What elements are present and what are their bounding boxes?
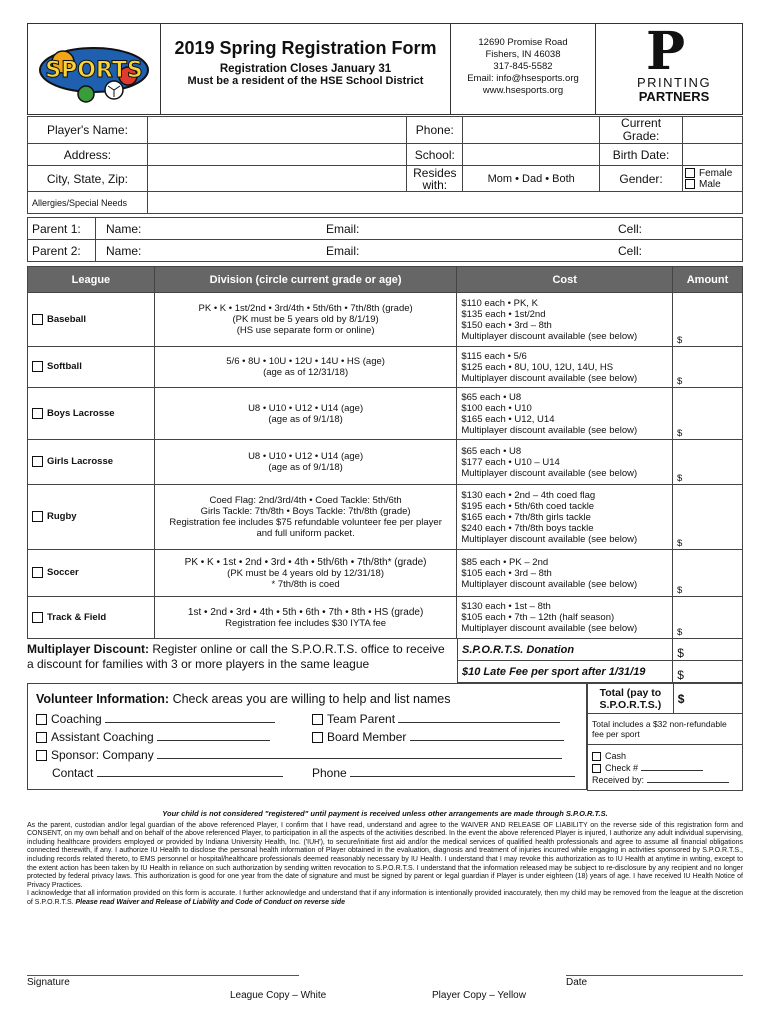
male-checkbox[interactable] [685, 179, 695, 189]
league-name: Track & Field [47, 612, 107, 623]
dollar-sign: $ [677, 473, 683, 484]
cost-line: $125 each • 8U, 10U, 12U, 14U, HS [461, 361, 614, 373]
cost-line: Multiplayer discount available (see below) [461, 467, 638, 479]
phone-label: Phone: [407, 117, 463, 144]
birth-date-label: Birth Date: [600, 144, 683, 166]
cost-cell [457, 347, 673, 388]
division-cell [154, 597, 457, 639]
division-line: Girls Tackle: 7th/8th • Boys Tackle: 7th/8th (grade) [200, 506, 411, 517]
cost-line: $150 each • 3rd – 8th [461, 319, 552, 331]
website: www.hsesports.org [482, 85, 564, 96]
division-line: PK • K • 1st • 2nd • 3rd • 4th • 5th/6th • 7th/8th* (grade) [184, 556, 427, 568]
checkbox[interactable] [36, 750, 47, 761]
table-row [28, 485, 743, 550]
dollar-sign: $ [677, 428, 683, 439]
check-option[interactable] [592, 762, 738, 774]
gender-female[interactable] [685, 168, 740, 179]
parent2-name-label: Name: [106, 244, 142, 258]
sports-logo-icon [28, 24, 160, 114]
cost-line: Multiplayer discount available (see below) [461, 623, 638, 634]
division-cell [154, 485, 457, 550]
late-fee-amount[interactable] [673, 661, 743, 683]
dollar-sign: $ [677, 668, 684, 682]
parent1-label: Parent 1: [28, 218, 96, 240]
city-state: Fishers, IN 46038 [485, 49, 561, 60]
table-row [28, 597, 743, 639]
parents-table [27, 217, 743, 262]
registration-note: Your child is not considered "registered" until payment is received unless other arrangements are made through S.P.O.R.T.S. [162, 809, 608, 818]
cash-label: Cash [605, 750, 627, 761]
address-label: Address: [28, 144, 148, 166]
form-title: 2019 Spring Registration Form [174, 38, 437, 58]
contact-label: Contact [52, 766, 94, 780]
contact-line[interactable] [97, 776, 283, 777]
form-header [27, 23, 743, 115]
cost-line: $165 each • 7th/8th girls tackle [461, 511, 591, 523]
board-label: Board Member [327, 730, 407, 744]
division-line: (PK must be 5 years old by 8/1/19) [232, 314, 379, 325]
cost-cell [457, 440, 673, 485]
table-row [28, 347, 743, 388]
volunteer-instructions: Check areas you are willing to help and list names [169, 692, 451, 706]
cost-line: $195 each • 5th/6th coed tackle [461, 500, 595, 512]
league-name: Rugby [47, 511, 77, 523]
cost-line: $100 each • U10 [461, 402, 532, 414]
received-by[interactable] [592, 774, 738, 786]
league-copy: League Copy – White [230, 990, 327, 1001]
total-table [587, 683, 743, 791]
checkbox[interactable] [32, 456, 43, 467]
team-parent-line[interactable] [398, 722, 560, 723]
dollar-sign: $ [677, 691, 685, 706]
current-grade-label: Current Grade: [600, 117, 683, 144]
table-row [28, 388, 743, 440]
checkbox[interactable] [312, 714, 323, 725]
league-name: Baseball [47, 314, 87, 325]
form-title-block [161, 24, 451, 114]
league-track-field[interactable] [28, 597, 155, 639]
division-line: (PK must be 4 years old by 12/31/18) [227, 567, 385, 579]
checkbox[interactable] [36, 714, 47, 725]
checkbox[interactable] [36, 732, 47, 743]
division-cell [154, 293, 457, 347]
league-name: Softball [47, 361, 82, 373]
residency-note: Must be a resident of the HSE School District [187, 75, 424, 87]
partner-letter: P [646, 21, 686, 82]
total-label: Total (pay to S.P.O.R.T.S.) [588, 684, 674, 714]
division-line: (age as of 12/31/18) [263, 367, 349, 378]
parent1-name-label: Name: [106, 222, 142, 236]
amount-field[interactable] [673, 388, 743, 440]
table-row [28, 550, 743, 597]
date-label: Date [566, 977, 588, 988]
players-name-label: Player's Name: [28, 117, 148, 144]
allergies-label: Allergies/Special Needs [28, 192, 148, 214]
division-cell [154, 550, 457, 597]
volunteer-sponsor[interactable] [36, 748, 562, 762]
registration-table [27, 266, 743, 639]
payment-method [588, 745, 743, 791]
division-line: PK • K • 1st/2nd • 3rd/4th • 5th/6th • 7th/8th (grade) [198, 303, 413, 314]
city-field[interactable] [147, 166, 406, 192]
team-parent-label: Team Parent [327, 712, 396, 726]
cost-line: Multiplayer discount available (see below) [461, 424, 638, 436]
signature-label: Signature [27, 977, 70, 988]
contact-address [451, 24, 596, 114]
cost-line: $165 each • U12, U14 [461, 413, 555, 425]
total-note: Total includes a $32 non-refundable fee per sport [588, 714, 743, 745]
svg-text:SPORTS: SPORTS [45, 58, 143, 83]
checkbox[interactable] [312, 732, 323, 743]
sports-logo [28, 24, 161, 114]
cost-line: $110 each • PK, K [461, 297, 538, 309]
division-cell [154, 347, 457, 388]
allergies-field[interactable] [147, 192, 742, 214]
league-baseball[interactable] [28, 293, 155, 347]
check-number-line[interactable] [641, 770, 703, 771]
volunteer-team-parent[interactable] [312, 712, 560, 726]
division-line: * 7th/8th is coed [271, 578, 340, 590]
received-line[interactable] [647, 782, 729, 783]
checkbox[interactable] [32, 314, 43, 325]
amount-field[interactable] [673, 347, 743, 388]
phone-line[interactable] [350, 776, 575, 777]
player-info-table [27, 116, 743, 214]
sponsor-label: Sponsor: Company [51, 748, 154, 762]
cost-line: Multiplayer discount available (see below) [461, 372, 638, 384]
check-label: Check # [605, 762, 639, 773]
female-label: Female [699, 167, 733, 179]
division-line: (HS use separate form or online) [236, 325, 375, 336]
amount-field[interactable] [673, 597, 743, 639]
division-line: 5/6 • 8U • 10U • 12U • 14U • HS (age) [226, 356, 385, 367]
phone-field[interactable] [463, 117, 600, 144]
division-line: (age as of 9/1/18) [268, 413, 343, 425]
volunteer-contact[interactable] [52, 766, 283, 780]
cost-line: $85 each • PK – 2nd [461, 556, 549, 568]
division-cell [154, 388, 457, 440]
division-line: 1st • 2nd • 3rd • 4th • 5th • 6th • 7th • 8th • HS (grade) [187, 606, 424, 618]
parent2-label: Parent 2: [28, 240, 96, 262]
current-grade-field[interactable] [683, 117, 743, 144]
total-amount[interactable] [673, 684, 742, 714]
league-name: Soccer [47, 567, 79, 579]
parent2-row[interactable] [96, 240, 743, 262]
parent2-email-label: Email: [326, 244, 360, 258]
late-fee-label: $10 Late Fee per sport after 1/31/19 [458, 661, 673, 683]
players-name-field[interactable] [147, 117, 406, 144]
volunteer-coaching[interactable] [36, 712, 275, 726]
col-cost: Cost [457, 267, 673, 293]
multiplayer-text: Register online or call the S.P.O.R.T.S. office to receive a discount for families with 3 or more players in the same league [27, 642, 445, 671]
table-row [28, 440, 743, 485]
cost-line: $65 each • U8 [461, 391, 522, 403]
date-line[interactable] [566, 975, 743, 976]
parent1-cell-label: Cell: [618, 222, 643, 236]
street: 12690 Promise Road [478, 37, 568, 48]
legal-text [27, 810, 743, 908]
cash-option[interactable] [592, 750, 738, 762]
league-softball[interactable] [28, 347, 155, 388]
school-label: School: [407, 144, 463, 166]
parent2-cell-label: Cell: [618, 244, 643, 258]
gender-options [683, 166, 743, 192]
cost-line: Multiplayer discount available (see below) [461, 533, 638, 545]
printing-partners-logo [596, 21, 742, 114]
cost-line: $65 each • U8 [461, 445, 522, 457]
cost-line: $130 each • 2nd – 4th coed flag [461, 489, 596, 501]
received-label: Received by: [592, 774, 645, 785]
volunteer-board[interactable] [312, 730, 564, 744]
volunteer-assistant[interactable] [36, 730, 270, 744]
league-boys-lacrosse[interactable] [28, 388, 155, 440]
dollar-sign: $ [677, 627, 683, 638]
division-cell [154, 440, 457, 485]
checkbox[interactable] [592, 752, 601, 761]
division-line: (age as of 9/1/18) [268, 462, 343, 473]
school-field[interactable] [463, 144, 600, 166]
gender-male[interactable] [685, 179, 740, 190]
coaching-line[interactable] [105, 722, 275, 723]
cost-line: $240 each • 7th/8th boys tackle [461, 522, 594, 534]
office-email: Email: info@hsesports.org [467, 73, 579, 84]
league-name: Boys Lacrosse [47, 408, 115, 419]
address-field[interactable] [147, 144, 406, 166]
col-division: Division (circle current grade or age) [154, 267, 457, 293]
checkbox[interactable] [32, 361, 43, 372]
accuracy-text: I acknowledge that all information provided on this form is accurate. I further acknowledge and understand that if any information is intentionally provided inaccurately, then my child may be removed from the league at the discretion of S.P.O.R.T.S. [27, 890, 743, 906]
amount-field[interactable] [673, 485, 743, 550]
volunteer-section [27, 683, 587, 790]
checkbox[interactable] [32, 511, 43, 522]
donation-amount[interactable] [673, 639, 743, 661]
cost-line: $115 each • 5/6 [461, 350, 527, 362]
amount-field[interactable] [673, 550, 743, 597]
table-row [28, 293, 743, 347]
dollar-sign: $ [677, 646, 684, 660]
cost-cell [457, 388, 673, 440]
resides-label: Resides with: [407, 166, 463, 192]
city-label: City, State, Zip: [28, 166, 148, 192]
gender-label: Gender: [600, 166, 683, 192]
cost-line: Multiplayer discount available (see below) [461, 578, 638, 590]
cost-cell [457, 293, 673, 347]
cost-line: $130 each • 1st – 8th [461, 601, 551, 612]
parent1-row[interactable] [96, 218, 743, 240]
resides-options[interactable]: Mom • Dad • Both [463, 166, 600, 192]
form-subtitle: Registration Closes January 31 [219, 63, 392, 75]
assistant-line[interactable] [157, 740, 270, 741]
signature-line[interactable] [27, 975, 299, 976]
division-line: and full uniform packet. [256, 528, 355, 539]
cost-cell [457, 485, 673, 550]
league-rugby[interactable] [28, 485, 155, 550]
office-phone: 317-845-5582 [493, 61, 553, 72]
division-line: Registration fee includes $75 refundable volunteer fee per player [169, 517, 442, 528]
volunteer-phone[interactable] [312, 766, 575, 780]
accuracy-paragraph [27, 890, 743, 907]
birth-date-field[interactable] [683, 144, 743, 166]
player-copy: Player Copy – Yellow [432, 990, 526, 1001]
amount-field[interactable] [673, 293, 743, 347]
cost-cell [457, 597, 673, 639]
dollar-sign: $ [677, 538, 683, 549]
read-waiver-note: Please read Waiver and Release of Liability and Code of Conduct on reverse side [75, 898, 345, 906]
partner-line2: PARTNERS [638, 89, 710, 104]
dollar-sign: $ [677, 376, 683, 387]
coaching-label: Coaching [51, 712, 102, 726]
cost-line: $135 each • 1st/2nd [461, 308, 546, 320]
multiplayer-label: Multiplayer Discount: [27, 642, 150, 656]
checkbox[interactable] [32, 612, 43, 623]
female-checkbox[interactable] [685, 168, 695, 178]
division-line: U8 • U10 • U12 • U14 (age) [248, 451, 364, 462]
partner-line1: PRINTING [636, 75, 712, 90]
amount-field[interactable] [673, 440, 743, 485]
dollar-sign: $ [677, 585, 683, 596]
division-line: Registration fee includes $30 IYTA fee [225, 617, 387, 629]
phone-label: Phone [312, 766, 347, 780]
checkbox[interactable] [32, 408, 43, 419]
cost-cell [457, 550, 673, 597]
fees-table [457, 638, 743, 683]
donation-label: S.P.O.R.T.S. Donation [458, 639, 673, 661]
multiplayer-discount [27, 642, 447, 672]
parent1-email-label: Email: [326, 222, 360, 236]
male-label: Male [699, 178, 721, 190]
volunteer-heading [36, 692, 451, 706]
volunteer-title: Volunteer Information: [36, 692, 170, 706]
assistant-label: Assistant Coaching [51, 730, 154, 744]
league-name: Girls Lacrosse [47, 456, 114, 468]
division-line: Coed Flag: 2nd/3rd/4th • Coed Tackle: 5th/6th [209, 495, 402, 506]
cost-line: Multiplayer discount available (see below) [461, 330, 638, 342]
board-line[interactable] [410, 740, 564, 741]
company-line[interactable] [157, 758, 562, 759]
col-amount: Amount [673, 267, 743, 293]
cost-line: $105 each • 3rd – 8th [461, 567, 552, 579]
league-girls-lacrosse[interactable] [28, 440, 155, 485]
checkbox[interactable] [32, 567, 43, 578]
consent-paragraph: As the parent, custodian and/or legal guardian of the above referenced Player, I confirm that I have read, understand and agree to the WAIVER AND RELEASE OF LIABILITY on the reverse side of this registration form and CONSENT, on my own behalf and on behalf of the above referenced Player, to participation in all the aspects of the activities described. In the event the above referenced Player is injured, I authorize any adult individual supervising, including healthcare providers employed or provided by Indiana University Health, Inc. ('IUH'), to secure/initiate first aid and/or the medical services of qualified health professionals and agree to assume all financial obligations connected therewith, if any. I authorize IU Health to disclose the personal health information of Player obtained in the evaluation, diagnosis and treatment of injuries incurred while engaging in activities sponsored by S.P.O.R.T.S., including records related thereto, to EMS personnel or hospital/healthcare professionals deemed reasonably necessary by IU Health. I understand that I may revoke this authorization as to IU Health at anytime in writing, except to the extent action has been taken by IU Health in reliance on such authorization by sending written revocation to S.P.O.R.T.S. I understand that the information released may be subject to re-disclosure by any recipient and no longer protected by federal privacy laws. This authorization is good for one year from the date of signature and must be signed by parent or legal guardian if Player is under eighteen (18) years of age. I have received IU Health Notice of Privacy Practices. [27, 821, 743, 889]
cost-line: $105 each • 7th – 12th (half season) [461, 612, 615, 623]
league-soccer[interactable] [28, 550, 155, 597]
checkbox[interactable] [592, 764, 601, 773]
division-line: U8 • U10 • U12 • U14 (age) [248, 402, 364, 414]
dollar-sign: $ [677, 335, 683, 346]
cost-line: $177 each • U10 – U14 [461, 456, 560, 468]
col-league: League [28, 267, 155, 293]
